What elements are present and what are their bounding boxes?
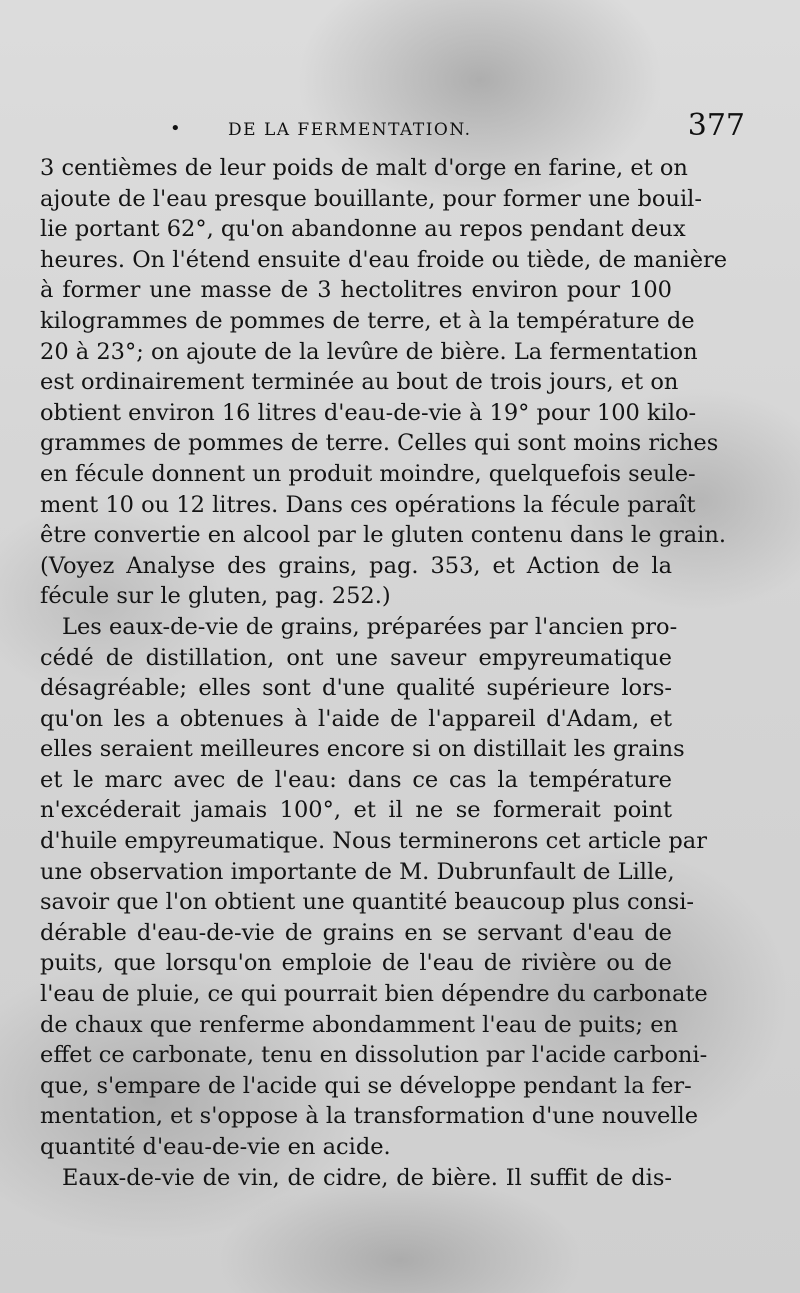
running-head: DE LA FERMENTATION. [228,120,472,140]
text-line: de chaux que renferme abondamment l'eau de puits; en [40,1011,679,1038]
text-line: désagréable; elles sont d'une qualité supérieure lors- [40,675,672,702]
text-line: 3 centièmes de leur poids de malt d'orge en farine, et on [40,155,688,181]
text-line: une observation importante de M. Dubrunfault de Lille, [40,858,675,885]
page-header [40,108,745,148]
text-line: effet ce carbonate, tenu en dissolution par l'acide carboni- [40,1042,708,1069]
text-line: en fécule donnent un produit moindre, quelquefois seule- [40,460,696,487]
header-ornament: • [170,118,181,139]
text-line: dérable d'eau-de-vie de grains en se servant d'eau de [40,919,672,946]
text-line: à former une masse de 3 hectolitres environ pour 100 [40,277,672,304]
text-line: Les eaux-de-vie de grains, préparées par l'ancien pro- [62,613,678,640]
text-line: que, s'empare de l'acide qui se développe pendant la fer- [40,1072,692,1099]
text-line: puits, que lorsqu'on emploie de l'eau de rivière ou de [40,950,672,977]
text-line: lie portant 62°, qu'on abandonne au repos pendant deux [40,216,686,243]
text-line: qu'on les a obtenues à l'aide de l'appareil d'Adam, et [40,705,672,732]
text-line: savoir que l'on obtient une quantité beaucoup plus consi- [40,889,695,916]
text-line: kilogrammes de pommes de terre, et à la température de [40,307,695,334]
text-line: mentation, et s'oppose à la transformation d'une nouvelle [40,1103,699,1130]
body-text [40,153,728,1193]
text-line: (Voyez Analyse des grains, pag. 353, et Action de la [40,552,672,579]
text-line: 20 à 23°; on ajoute de la levûre de bière. La fermentation [40,338,698,365]
text-line: n'excéderait jamais 100°, et il ne se formerait point [40,797,672,824]
text-line: elles seraient meilleures encore si on distillait les grains [40,736,685,763]
text-line: ajoute de l'eau presque bouillante, pour former une bouil- [40,185,702,212]
text-line: l'eau de pluie, ce qui pourrait bien dépendre du carbonate [40,981,708,1008]
text-line: et le marc avec de l'eau: dans ce cas la température [40,766,672,793]
text-line: être convertie en alcool par le gluten contenu dans le grain. [40,522,727,549]
text-line: d'huile empyreumatique. Nous terminerons cet article par [40,828,707,855]
text-line: quantité d'eau-de-vie en acide. [40,1134,391,1160]
text-line: cédé de distillation, ont une saveur empyreumatique [40,644,672,671]
text-line: ment 10 ou 12 litres. Dans ces opérations la fécule paraît [40,491,696,518]
page-number: 377 [687,108,745,143]
text-line: fécule sur le gluten, pag. 252.) [40,583,391,610]
text-line: grammes de pommes de terre. Celles qui sont moins riches [40,430,719,457]
text-line: Eaux-de-vie de vin, de cidre, de bière. Il suffit de dis- [62,1164,672,1191]
text-line: obtient environ 16 litres d'eau-de-vie à 19° pour 100 kilo- [40,399,697,426]
text-line: est ordinairement terminée au bout de trois jours, et on [40,369,679,396]
text-line: heures. On l'étend ensuite d'eau froide ou tiède, de manière [40,246,728,273]
